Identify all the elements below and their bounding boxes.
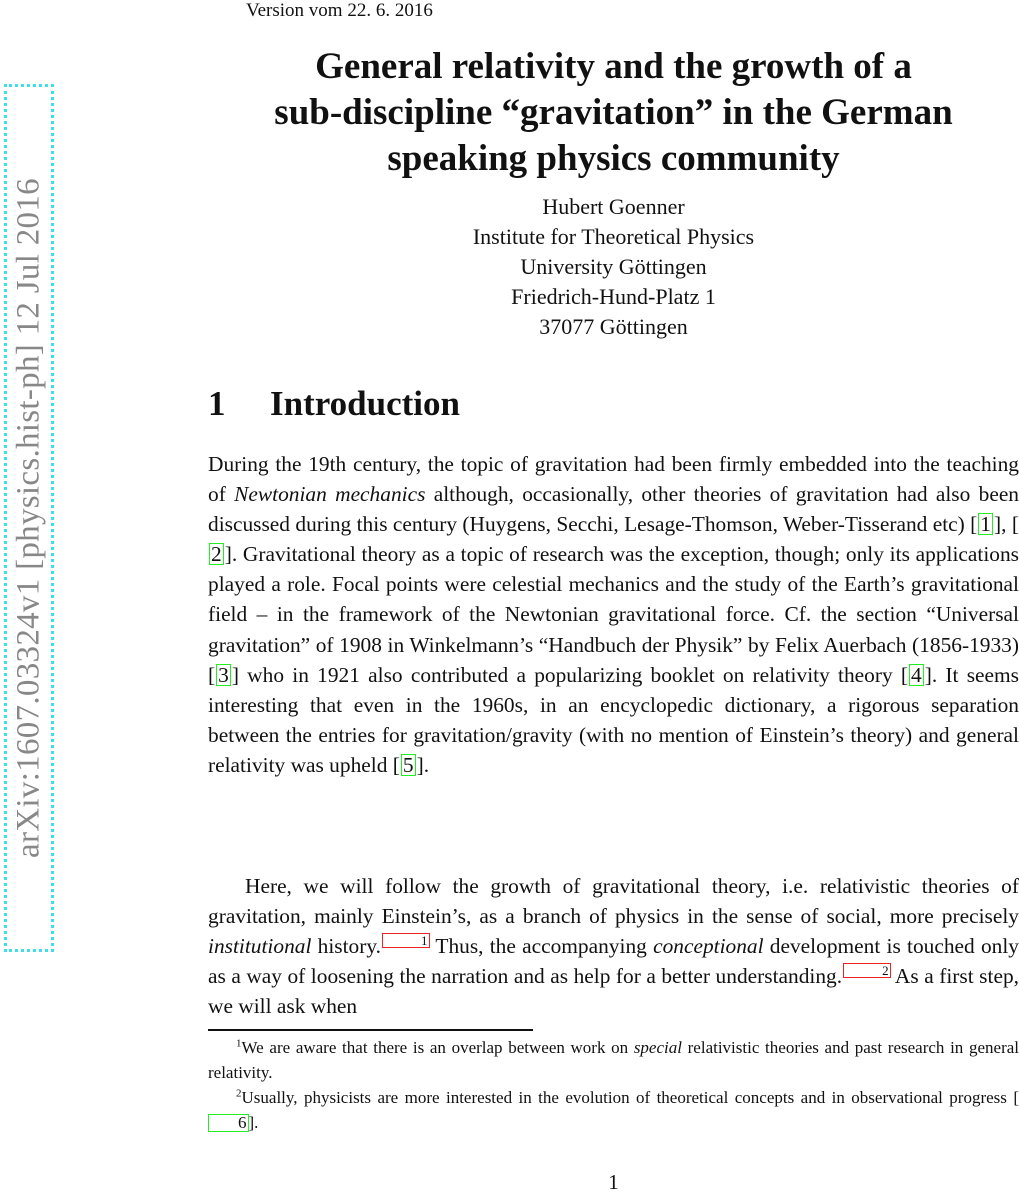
footnote-text: .: [254, 1113, 259, 1132]
citation-link[interactable]: 4: [911, 662, 922, 687]
body-paragraph: [208, 871, 1019, 1021]
paragraph-text: During the 19th century, the topic of gravitation had been firmly embedded into the teaching of: [208, 452, 1019, 507]
citation-link[interactable]: 1: [980, 512, 991, 537]
author-block: [208, 192, 1019, 342]
footnote-link[interactable]: 2: [843, 963, 891, 978]
emphasized-text: institutional: [208, 934, 312, 959]
paragraph-text: who in 1921 also contributed a popularizing booklet on relativity theory: [238, 662, 901, 687]
author-name: Hubert Goenner: [542, 194, 685, 219]
paragraph-text: .: [423, 752, 430, 777]
title-line: sub-discipline “gravitation” in the German: [274, 92, 953, 133]
arxiv-stamp: [4, 84, 54, 952]
arxiv-identifier[interactable]: arXiv:1607.03324v1 [physics.hist-ph] 12 Jul 2016: [10, 178, 47, 858]
footnotes: [208, 1035, 1019, 1135]
footnote: $^2$Usually, physicists are more interested in the evolution of theoretical concepts and in observational progress [6 ].: [208, 1085, 1019, 1135]
footnote-text: We are aware that there is an overlap between work on: [241, 1038, 634, 1057]
footnote-text: relativistic theories and past research in general relativity.: [208, 1038, 1019, 1082]
footnote-text: Usually, physicists are more interested in the evolution of theoretical concepts and in observational progress: [241, 1088, 1014, 1107]
paragraph-text: Thus, the accompanying: [429, 934, 654, 959]
footnote: [208, 1035, 1019, 1085]
footnote-number: 1: [236, 1037, 242, 1050]
citation-link[interactable]: 3: [218, 662, 229, 687]
paragraph-text: As a first step, we will ask when: [208, 964, 1019, 1019]
author-address: 37077 Göttingen: [539, 314, 688, 339]
author-address: Friedrich-Hund-Platz 1: [511, 284, 716, 309]
section-title: Introduction: [270, 384, 460, 423]
section-heading: [208, 382, 460, 426]
section-number: 1: [208, 384, 226, 423]
author-affiliation: Institute for Theoretical Physics: [472, 224, 755, 249]
paper-title: [208, 44, 1019, 182]
paragraph-text: Here, we will follow the growth of gravitational theory, i.e. relativistic theories of gravitation, mainly Einstein’s, as a branch of physics in the sense of social, more precisely: [208, 874, 1019, 929]
paragraph-text: although, occasionally, other theories of gravitation had also been discussed during this century (Huygens, Secchi, Lesage-Thomson, Weber-Tisserand etc): [208, 482, 1019, 537]
paragraph-text: history.: [311, 934, 382, 959]
paragraph-text: development is touched only as a way of loosening the narration and as help for a better understanding.: [208, 934, 1019, 989]
title-line: speaking physics community: [387, 138, 840, 179]
paragraph-text: . It seems interesting that even in the 1960s, in an encyclopedic dictionary, a rigorous separation between the entries for gravitation/gravity (with no mention of Einstein’s theory) and general relativity was upheld: [208, 662, 1019, 777]
footnote-number: 2: [236, 1087, 242, 1100]
author-affiliation: University Göttingen: [520, 254, 707, 279]
emphasized-text: special: [633, 1038, 682, 1057]
citation-link[interactable]: 2: [211, 542, 222, 567]
footnote-divider: [208, 1029, 533, 1031]
version-note: Version vom 22. 6. 2016: [246, 0, 433, 21]
citation-link[interactable]: 6: [208, 1114, 249, 1132]
emphasized-text: Newtonian mechanics: [234, 482, 426, 507]
body-paragraph: During the 19th century, the topic of gravitation had been firmly embedded into the teaching of Newtonian mechanics although, occasionally, other theories of gravitation had also been discussed during this century (Huygens, Secchi, Lesage-Thomson, Weber-Tisserand etc) [ 1 ], [2 ]. Gravitational theory as a topic of research was the exception, though; only its applications played a role. Focal points were celestial mechanics and the study of the Earth’s gravitational field – in the framework of the Newtonian gravitational force. Cf. the section “Universal gravitation” of 1908 in Winkelmann’s “Handbuch der Physik” by Felix Auerbach (1856-1933) [ 3 ] who in 1921 also contributed a popularizing booklet on relativity theory [ 4 ]. It seems interesting that even in the 1960s, in an encyclopedic dictionary, a rigorous separation between the entries for gravitation/gravity (with no mention of Einstein’s theory) and general relativity was upheld [ 5 ].: [208, 452, 1019, 777]
title-line: General relativity and the growth of a: [315, 46, 912, 87]
footnote-link[interactable]: 1: [382, 933, 430, 948]
emphasized-text: conceptional: [653, 934, 764, 959]
citation-link[interactable]: 5: [402, 752, 414, 777]
page-number: 1: [608, 1170, 619, 1194]
paragraph-text: ,: [1001, 512, 1012, 537]
paragraph-text: . Gravitational theory as a topic of research was the exception, though; only its applications played a role. Focal points were celestial mechanics and the study of the Earth’s gravitational field – in the framework of the Newtonian gravitational force. Cf. the section “Universal gravitation” of 1908 in Winkelmann’s “Handbuch der Physik” by Felix Auerbach (1856-1933): [208, 542, 1019, 657]
